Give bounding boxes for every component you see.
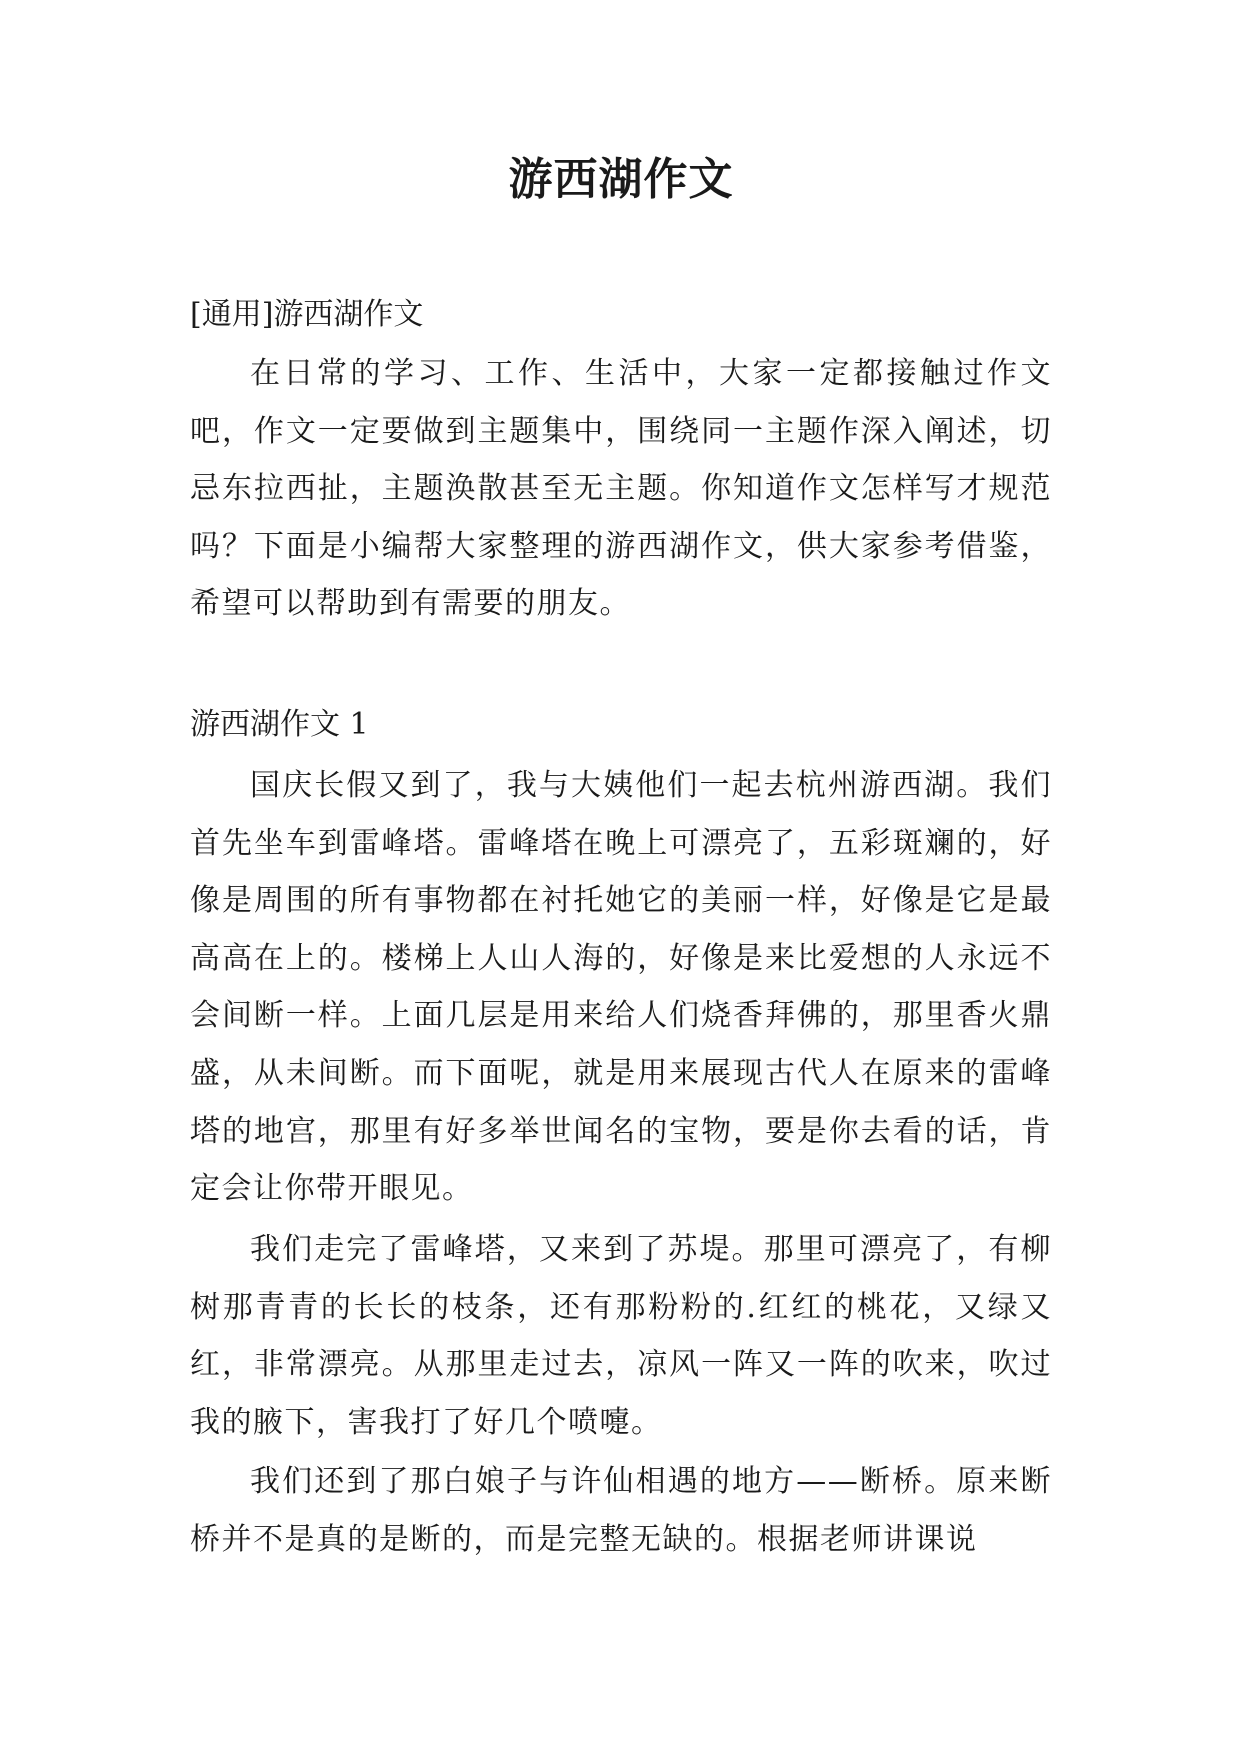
essay-paragraph: 我们走完了雷峰塔，又来到了苏堤。那里可漂亮了，有柳树那青青的长长的枝条，还有那粉粉的.红红的桃花，又绿又红，非常漂亮。从那里走过去，凉风一阵又一阵的吹来，吹过我的腋下，害我打了好几个喷嚏。 bbox=[190, 1232, 1052, 1440]
intro-paragraph: 在日常的学习、工作、生活中，大家一定都接触过作文吧，作文一定要做到主题集中，围绕同一主题作深入阐述，切忌东拉西扯，主题涣散甚至无主题。你知道作文怎样写才规范吗？下面是小编帮大家整理的游西湖作文，供大家参考借鉴，希望可以帮助到有需要的朋友。 bbox=[190, 356, 1052, 622]
document-page bbox=[190, 0, 1052, 1754]
essay-heading: 游西湖作文 1 bbox=[190, 707, 369, 742]
essay-paragraph: 国庆长假又到了，我与大姨他们一起去杭州游西湖。我们首先坐车到雷峰塔。雷峰塔在晚上可漂亮了，五彩斑斓的，好像是周围的所有事物都在衬托她它的美丽一样，好像是它是最高高在上的。楼梯上人山人海的，好像是来比爱想的人永远不会间断一样。上面几层是用来给人们烧香拜佛的，那里香火鼎盛，从未间断。而下面呢，就是用来展现古代人在原来的雷峰塔的地宫，那里有好多举世闻名的宝物，要是你去看的话，肯定会让你带开眼见。 bbox=[190, 768, 1052, 1207]
essay-paragraph: 我们还到了那白娘子与许仙相遇的地方——断桥。原来断桥并不是真的是断的，而是完整无缺的。根据老师讲课说 bbox=[190, 1464, 1052, 1557]
document-subtitle-label: [通用]游西湖作文 bbox=[190, 297, 424, 332]
document-title: 游西湖作文 bbox=[508, 154, 734, 205]
